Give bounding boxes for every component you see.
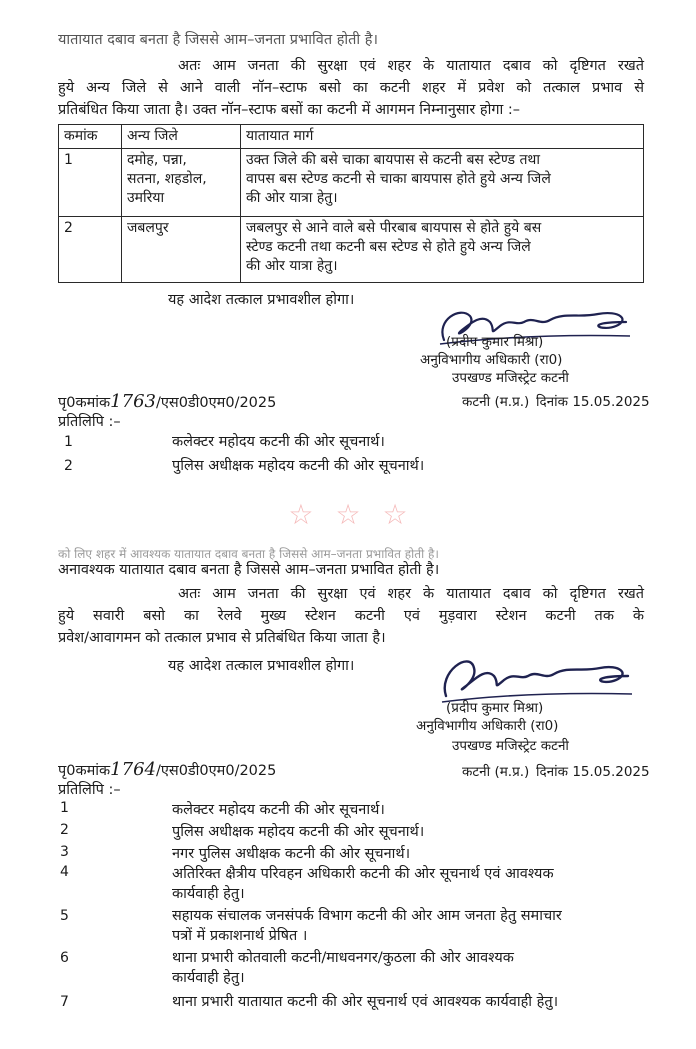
distribution-text: थाना प्रभारी यातायात कटनी की ओर सूचनार्थ एवं आवश्यक कार्यवाही हेतु।	[172, 994, 559, 1010]
star-icon: ☆	[335, 497, 361, 531]
top-effective-line: यह आदेश तत्काल प्रभावशील होगा।	[168, 292, 355, 308]
distribution-number: 2	[64, 458, 73, 474]
distribution-text: सहायक संचालक जनसंपर्क विभाग कटनी की ओर आम जनता हेतु समाचार	[172, 908, 562, 924]
bottom-first-line: अनावश्यक यातायात दबाव बनता है जिससे आम–जनता प्रभावित होती है।	[58, 562, 440, 578]
top-para-line-2: हुये अन्य जिले से आने वाली नॉन–स्टाफ बसो का कटनी शहर में प्रवेश को तत्काल प्रभाव से	[58, 80, 644, 96]
top-para-line-3: प्रतिबंधित किया जाता है। उक्त नॉन–स्टाफ बसों का कटनी में आगमन निम्नानुसार होगा :–	[58, 102, 521, 118]
row-route	[241, 217, 644, 283]
signatory-place: कटनी (म.प्र.)	[462, 394, 530, 410]
signatory-designation: अनुविभागीय अधिकारी (रा0)	[416, 718, 559, 734]
route-table-header	[59, 125, 644, 149]
row-serial: 2	[59, 217, 122, 283]
table-row	[59, 149, 644, 217]
district-line: जबलपुर	[127, 220, 169, 236]
bottom-effective-line: यह आदेश तत्काल प्रभावशील होगा।	[168, 658, 355, 674]
signatory-place: कटनी (म.प्र.)	[462, 764, 530, 780]
top-para-line-1: अतः आम जनता की सुरक्षा एवं शहर के यातायात दबाव को दृष्टिगत रखते	[178, 58, 644, 74]
bottom-copy-to: प्रतिलिपि :–	[58, 782, 121, 798]
separator-stars	[0, 484, 696, 544]
signatory-designation: अनुविभागीय अधिकारी (रा0)	[420, 352, 563, 368]
distribution-text: कलेक्टर महोदय कटनी की ओर सूचनार्थ।	[172, 802, 385, 818]
distribution-text: कार्यवाही हेतु।	[172, 886, 245, 902]
distribution-number: 1	[60, 800, 69, 816]
distribution-number: 3	[60, 844, 69, 860]
route-table	[58, 124, 644, 283]
ref-number-handwritten: 1763	[110, 391, 156, 412]
header-district: अन्य जिले	[122, 125, 241, 149]
distribution-text: नगर पुलिस अधीक्षक कटनी की ओर सूचनार्थ।	[172, 846, 411, 862]
signatory-office: उपखण्ड मजिस्ट्रेट कटनी	[452, 370, 569, 386]
ref-prefix: पृ0कमांक	[58, 763, 111, 779]
signatory-name: (प्रदीप कुमार मिश्रा)	[446, 334, 544, 350]
row-districts	[122, 149, 241, 217]
route-line: वापस बस स्टेण्ड कटनी से चाका बायपास होते हुये अन्य जिले	[246, 171, 551, 187]
distribution-number: 4	[60, 864, 69, 880]
signatory-office: उपखण्ड मजिस्ट्रेट कटनी	[452, 738, 569, 754]
distribution-text: थाना प्रभारी कोतवाली कटनी/माधवनगर/कुठला की ओर आवश्यक	[172, 950, 514, 966]
distribution-text: पुलिस अधीक्षक महोदय कटनी की ओर सूचनार्थ।	[172, 458, 425, 474]
header-serial: कमांक	[59, 125, 122, 149]
bottom-para-line-3: प्रवेश/आवागमन को तत्काल प्रभाव से प्रतिबंधित किया जाता है।	[58, 630, 386, 646]
distribution-text: अतिरिक्त क्षैत्रीय परिवहन अधिकारी कटनी की ओर सूचनार्थ एवं आवश्यक	[172, 866, 554, 882]
row-route	[241, 149, 644, 217]
top-cut-line: यातायात दबाव बनता है जिससे आम–जनता प्रभावित होती है।	[58, 32, 378, 48]
top-ref-line	[58, 392, 276, 413]
distribution-number: 1	[64, 434, 73, 450]
distribution-number: 6	[60, 950, 69, 966]
signatory-date: दिनांक 15.05.2025	[536, 394, 650, 410]
route-line: उक्त जिले की बसे चाका बायपास से कटनी बस स्टेण्ड तथा	[246, 152, 540, 168]
ref-suffix: /एस0डी0एम0/2025	[155, 763, 277, 779]
signatory-name: (प्रदीप कुमार मिश्रा)	[446, 700, 544, 716]
distribution-text: कार्यवाही हेतु।	[172, 970, 245, 986]
signatory-date: दिनांक 15.05.2025	[536, 764, 650, 780]
route-line: की ओर यात्रा हेतु।	[246, 258, 338, 274]
header-route: यातायात मार्ग	[241, 125, 644, 149]
distribution-number: 7	[60, 994, 69, 1010]
bottom-faded-line: को लिए शहर में आवश्यक यातायात दबाव बनता है जिससे आम–जनता प्रभावित होती है।	[58, 547, 439, 561]
distribution-number: 5	[60, 908, 69, 924]
distribution-text: कलेक्टर महोदय कटनी की ओर सूचनार्थ।	[172, 434, 385, 450]
district-line: उमरिया	[127, 190, 165, 206]
row-serial: 1	[59, 149, 122, 217]
bottom-para-line-1: अतः आम जनता की सुरक्षा एवं शहर के यातायात दबाव को दृष्टिगत रखते	[178, 586, 644, 602]
star-icon: ☆	[288, 497, 314, 531]
star-icon: ☆	[382, 497, 408, 531]
row-districts	[122, 217, 241, 283]
district-line: दमोह, पन्ना,	[127, 152, 187, 168]
district-line: सतना, शहडोल,	[127, 171, 207, 187]
route-line: की ओर यात्रा हेतु।	[246, 190, 338, 206]
bottom-ref-line	[58, 760, 276, 781]
ref-suffix: /एस0डी0एम0/2025	[155, 395, 277, 411]
ref-number-handwritten: 1764	[110, 759, 156, 780]
ref-prefix: पृ0कमांक	[58, 395, 111, 411]
route-line: स्टेण्ड कटनी तथा कटनी बस स्टेण्ड से होते हुये अन्य जिले	[246, 239, 531, 255]
bottom-para-line-2: हुये सवारी बसो का रेलवे मुख्य स्टेशन कटनी एवं मुड़वारा स्टेशन कटनी तक के	[58, 608, 644, 624]
distribution-text: पत्रों में प्रकाशनार्थ प्रेषित ।	[172, 928, 308, 944]
top-copy-to: प्रतिलिपि :–	[58, 414, 121, 430]
distribution-number: 2	[60, 822, 69, 838]
distribution-text: पुलिस अधीक्षक महोदय कटनी की ओर सूचनार्थ।	[172, 824, 425, 840]
table-row	[59, 217, 644, 283]
route-line: जबलपुर से आने वाले बसे पीरबाब बायपास से होते हुये बस	[246, 220, 542, 236]
